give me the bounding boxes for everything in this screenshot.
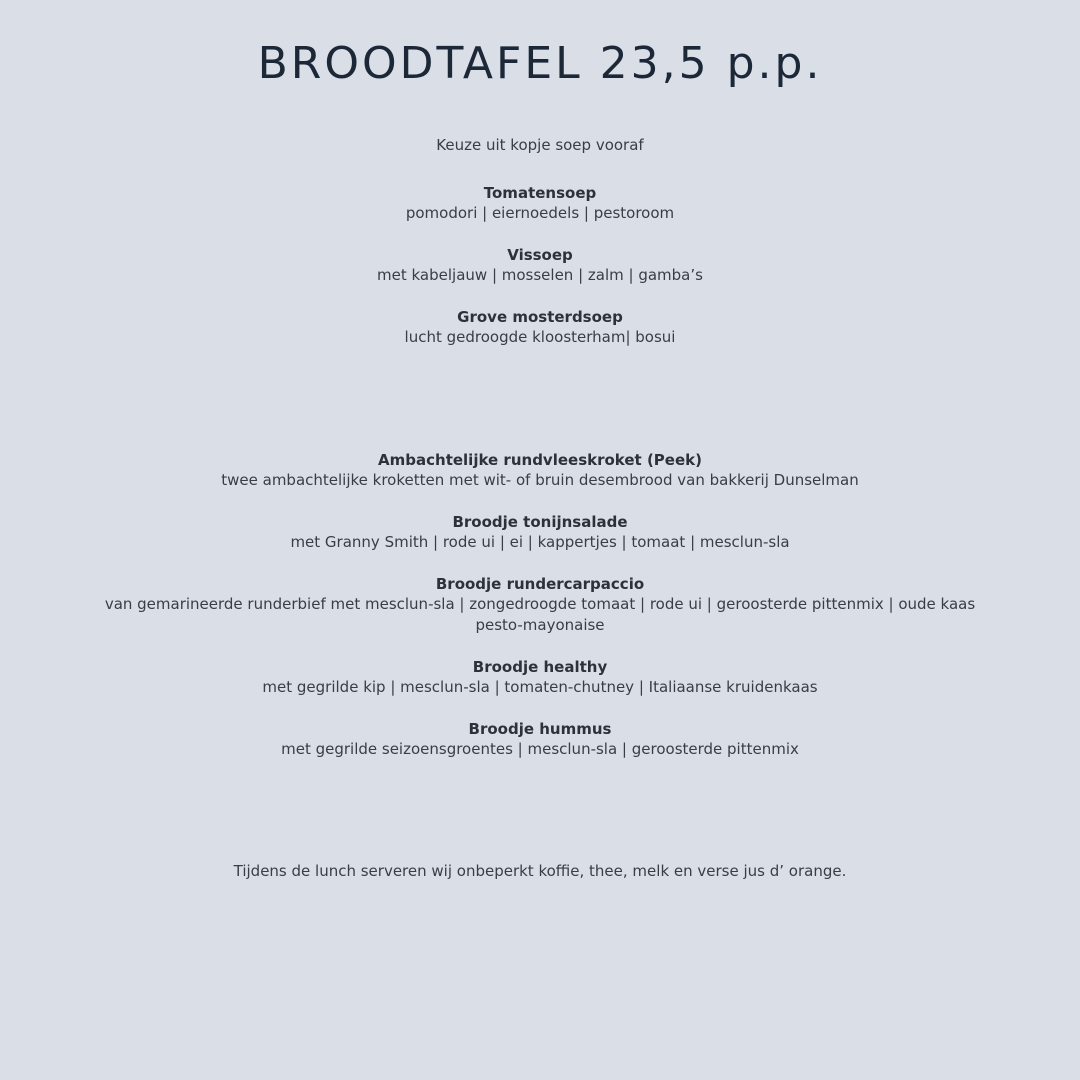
menu-item xyxy=(60,307,1020,348)
menu-item xyxy=(60,245,1020,286)
menu-item xyxy=(60,512,1020,553)
menu-item xyxy=(60,574,1020,636)
item-name: Grove mosterdsoep xyxy=(457,308,623,326)
item-description: van gemarineerde runderbief met mesclun-sla | zongedroogde tomaat | rode ui | geroosterde pittenmix | oude kaas xyxy=(104,595,976,613)
menu-title: BROODTAFEL 23,5 p.p. xyxy=(257,38,823,89)
menu-item xyxy=(60,183,1020,224)
item-name: Broodje rundercarpaccio xyxy=(435,575,645,593)
item-description: twee ambachtelijke kroketten met wit- of bruin desembrood van bakkerij Dunselman xyxy=(221,471,859,489)
item-description-continued: pesto-mayonaise xyxy=(475,616,605,634)
item-description: met gegrilde kip | mesclun-sla | tomaten-chutney | Italiaanse kruidenkaas xyxy=(262,678,818,696)
item-name: Broodje hummus xyxy=(468,720,612,738)
item-description: met gegrilde seizoensgroentes | mesclun-sla | geroosterde pittenmix xyxy=(281,740,799,758)
item-description: met kabeljauw | mosselen | zalm | gamba’s xyxy=(377,266,703,284)
menu-item xyxy=(60,657,1020,698)
menu-item xyxy=(60,450,1020,491)
item-name: Broodje tonijnsalade xyxy=(452,513,628,531)
item-name: Ambachtelijke rundvleeskroket (Peek) xyxy=(378,451,702,469)
menu-item xyxy=(60,719,1020,760)
item-name: Vissoep xyxy=(507,246,573,264)
soup-list xyxy=(60,183,1020,369)
item-description: met Granny Smith | rode ui | ei | kappertjes | tomaat | mesclun-sla xyxy=(290,533,790,551)
item-description: pomodori | eiernoedels | pestoroom xyxy=(405,204,675,222)
footer-note: Tijdens de lunch serveren wij onbeperkt koffie, thee, melk en verse jus d’ orange. xyxy=(233,862,847,880)
bread-list xyxy=(60,450,1020,781)
soup-intro: Keuze uit kopje soep vooraf xyxy=(436,136,644,154)
item-name: Broodje healthy xyxy=(472,658,608,676)
item-description: lucht gedroogde kloosterham| bosui xyxy=(404,328,676,346)
item-name: Tomatensoep xyxy=(483,184,597,202)
